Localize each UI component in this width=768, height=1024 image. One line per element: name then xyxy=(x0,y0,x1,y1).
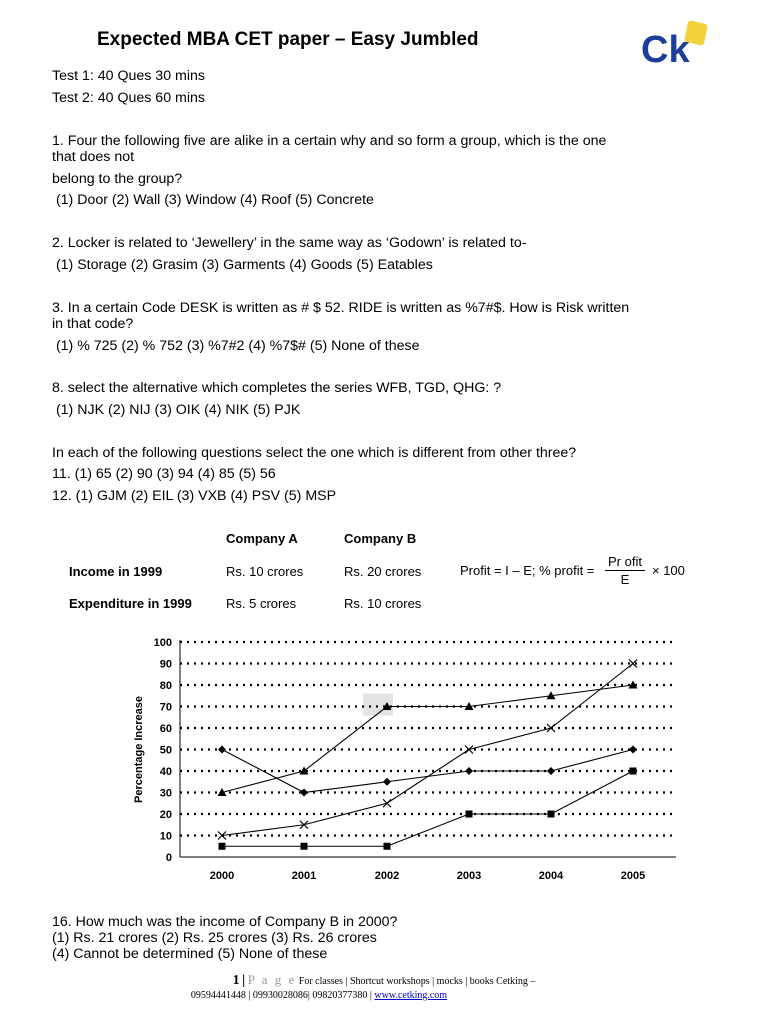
q12-text: 12. (1) GJM (2) EIL (3) VXB (4) PSV (5) MSP xyxy=(52,488,337,504)
y-tick-label-60: 60 xyxy=(159,723,172,735)
q11-text: 11. (1) 65 (2) 90 (3) 94 (4) 85 (5) 56 xyxy=(52,466,276,482)
point-square-2002 xyxy=(384,843,391,850)
formula-denominator: E xyxy=(620,572,630,587)
point-square-2004 xyxy=(548,811,555,818)
q2-text: 2. Locker is related to ‘Jewellery’ in the same way as ‘Godown’ is related to- xyxy=(52,235,527,251)
y-tick-label-40: 40 xyxy=(159,766,172,778)
q16-options-line1: (1) Rs. 21 crores (2) Rs. 25 crores (3) Rs. 26 crores xyxy=(52,930,377,946)
highlight-box xyxy=(363,694,393,716)
point-square-2000 xyxy=(219,843,226,850)
y-tick-label-30: 30 xyxy=(159,787,172,800)
point-diamond-2000 xyxy=(218,746,226,754)
x-tick-label-2005: 2005 xyxy=(620,870,646,882)
q1-text-line1: 1. Four the following five are alike in a certain why and so form a group, which is the one xyxy=(52,133,607,149)
point-diamond-2001 xyxy=(300,789,308,797)
table-income-b: Rs. 20 crores xyxy=(344,564,422,579)
formula-lhs: Profit = I – E; % profit = xyxy=(460,563,595,578)
q3-text-line1: 3. In a certain Code DESK is written as # $ 52. RIDE is written as %7#$. How is Risk written xyxy=(52,300,630,316)
cetking-logo xyxy=(640,20,710,68)
footer-line1 xyxy=(0,973,768,989)
y-tick-label-20: 20 xyxy=(159,809,172,821)
footer-line2 xyxy=(0,989,768,1003)
different-intro: In each of the following questions select the one which is different from other three? xyxy=(52,445,577,461)
table-row-income: Income in 1999 xyxy=(69,564,163,579)
x-tick-label-2000: 2000 xyxy=(209,870,235,882)
table-expenditure-a: Rs. 5 crores xyxy=(226,596,297,611)
q2-options: (1) Storage (2) Grasim (3) Garments (4) Goods (5) Eatables xyxy=(52,257,433,273)
table-row-expenditure: Expenditure in 1999 xyxy=(69,596,192,611)
x-tick-label-2001: 2001 xyxy=(291,870,317,882)
point-square-2003 xyxy=(466,811,473,818)
formula-bar xyxy=(605,570,645,571)
point-square-2005 xyxy=(630,768,637,775)
formula-numerator: Pr ofit xyxy=(608,554,642,569)
q3-options: (1) % 725 (2) % 752 (3) %7#2 (4) %7$# (5) None of these xyxy=(52,338,420,354)
y-tick-label-80: 80 xyxy=(159,680,172,692)
q1-options: (1) Door (2) Wall (3) Window (4) Roof (5) Concrete xyxy=(52,192,374,208)
point-diamond-2005 xyxy=(629,746,637,754)
y-tick-label-10: 10 xyxy=(159,830,172,843)
formula-multiplier: × 100 xyxy=(652,563,685,578)
y-tick-label-50: 50 xyxy=(159,744,172,757)
footer-promo: For classes | Shortcut workshops | mocks | books Cetking – xyxy=(298,976,536,987)
series-line-diamond xyxy=(222,750,633,793)
y-tick-label-90: 90 xyxy=(159,658,172,671)
y-tick-label-70: 70 xyxy=(159,701,172,714)
q16-options-line2: (4) Cannot be determined (5) None of these xyxy=(52,946,328,962)
point-cross-2003 xyxy=(465,746,473,754)
logo-text: Ck xyxy=(641,29,690,68)
footer-phones: 09594441448 | 09930028086| 09820377380 | xyxy=(190,990,375,1001)
x-tick-label-2002: 2002 xyxy=(374,870,400,882)
point-cross-2004 xyxy=(547,724,555,732)
y-tick-label-0: 0 xyxy=(165,852,172,864)
test-1-info: Test 1: 40 Ques 30 mins xyxy=(52,68,205,84)
q1-text-line2: that does not xyxy=(52,149,135,165)
x-tick-label-2003: 2003 xyxy=(456,870,482,882)
page-word: P a g e xyxy=(247,972,297,987)
page-footer xyxy=(0,973,768,1003)
point-diamond-2004 xyxy=(547,767,555,775)
page-separator: | xyxy=(242,973,246,988)
point-diamond-2002 xyxy=(383,778,391,786)
footer-website-link[interactable]: www.cetking.com xyxy=(374,990,448,1001)
series-line-cross xyxy=(222,664,633,836)
y-axis-label: Percentage Increase xyxy=(133,695,145,804)
point-square-2001 xyxy=(301,843,308,850)
point-diamond-2003 xyxy=(465,767,473,775)
table-income-a: Rs. 10 crores xyxy=(226,564,304,579)
q1-text-line3: belong to the group? xyxy=(52,171,183,187)
y-tick-label-100: 100 xyxy=(153,637,172,649)
page-title: Expected MBA CET paper – Easy Jumbled xyxy=(97,29,479,50)
q8-text: 8. select the alternative which completes the series WFB, TGD, QHG: ? xyxy=(52,380,502,396)
page-number: 1 xyxy=(232,973,240,988)
table-expenditure-b: Rs. 10 crores xyxy=(344,596,422,611)
test-2-info: Test 2: 40 Ques 60 mins xyxy=(52,90,205,106)
q3-text-line2: in that code? xyxy=(52,316,134,332)
point-cross-2002 xyxy=(383,799,391,807)
table-col-company-b: Company B xyxy=(344,531,417,546)
q16-text: 16. How much was the income of Company B in 2000? xyxy=(52,914,398,930)
formula-fraction xyxy=(605,554,645,587)
percentage-increase-chart xyxy=(128,630,688,890)
table-col-company-a: Company A xyxy=(226,531,298,546)
profit-formula xyxy=(460,556,700,592)
x-tick-label-2004: 2004 xyxy=(538,870,564,882)
q8-options: (1) NJK (2) NIJ (3) OIK (4) NIK (5) PJK xyxy=(52,402,301,418)
